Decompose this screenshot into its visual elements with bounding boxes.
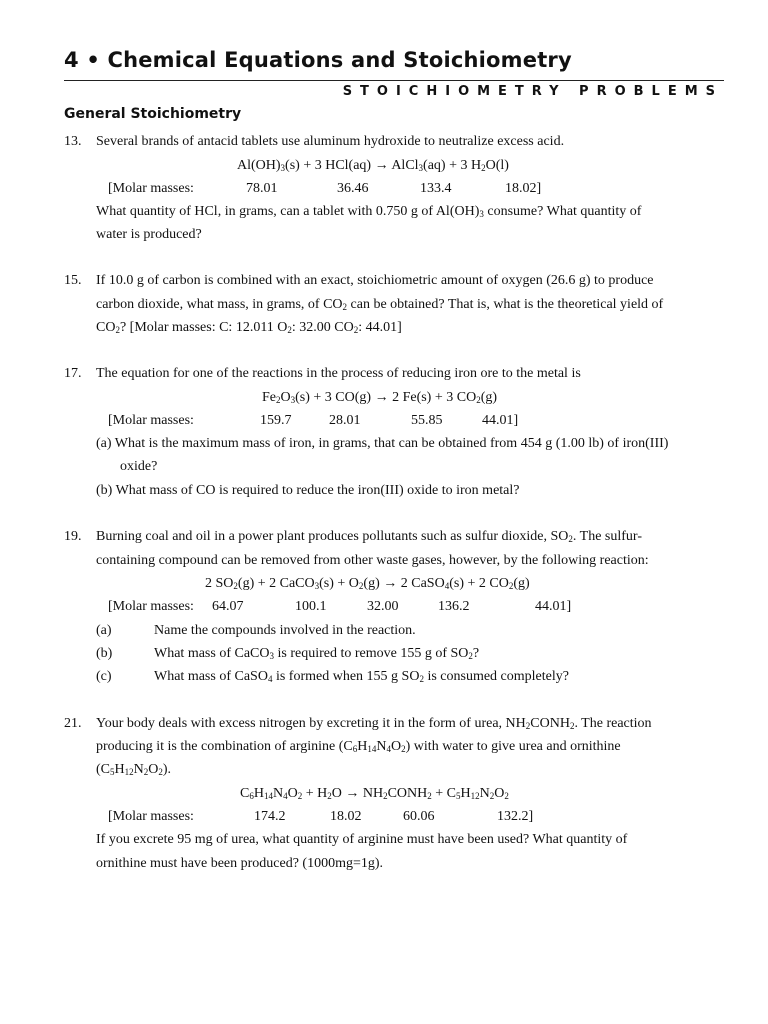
problem-question: ornithine must have been produced? (1000mg=1g). (96, 856, 384, 871)
molar-mass-value: 28.01 (329, 413, 361, 428)
problem-question: If you excrete 95 mg of urea, what quantity of arginine must have been used? What quantity of (96, 832, 628, 847)
part-text: What mass of CaSO$_4$ is formed when 155 g $SO_2$ is consumed completely? (154, 669, 569, 684)
molar-masses-label: [Molar masses: (108, 413, 194, 428)
section-heading: General Stoichiometry (64, 106, 242, 122)
molar-mass-value: 136.2 (438, 599, 470, 614)
part-label: (c) (96, 669, 112, 684)
chemical-equation: $C_6H_{14}N_4O_2 + H_2O$ → $NH_2CONH_2 + C_5H_{12}N_2O_2$ (240, 786, 509, 801)
molar-mass-value: 132.2] (497, 809, 534, 824)
problem-text: Burning coal and oil in a power plant produces pollutants such as sulfur dioxide, $SO_2$. The sulfur- (96, 529, 642, 544)
problem-text: $(C_5H_{12}N_2O_2)$. (96, 762, 172, 777)
molar-mass-value: 60.06 (403, 809, 435, 824)
molar-mass-value: 159.7 (260, 413, 292, 428)
part-text: What mass of CaCO$_3$ is required to remove 155 g of $SO_2$? (154, 646, 480, 661)
problem-part: (b) What mass of CO is required to reduce the iron(III) oxide to iron metal? (96, 483, 520, 498)
problem-number: 15. (64, 273, 82, 288)
section-kicker: STOICHIOMETRY PROBLEMS (342, 84, 723, 99)
problem-text: producing it is the combination of arginine $(C_6H_{14}N_4O_2)$ with water to give urea and ornithine (96, 739, 621, 754)
molar-mass-value: 78.01 (246, 181, 278, 196)
problem-text: If 10.0 g of carbon is combined with an exact, stoichiometric amount of oxygen (26.6 g) to produce (96, 273, 654, 288)
problem-text: Several brands of antacid tablets use aluminum hydroxide to neutralize excess acid. (96, 134, 565, 149)
chemical-equation: 2 $SO_2(g) + 2$ CaCO$_3$(s) + $O_2(g) \to 2$ CaSO$_4$(s) + 2 $CO_2(g)$ (205, 576, 530, 591)
molar-masses-label: [Molar masses: (108, 181, 194, 196)
part-label: (a) (96, 623, 112, 638)
problem-text: The equation for one of the reactions in the process of reducing iron ore to the metal is (96, 366, 581, 381)
molar-mass-value: 32.00 (367, 599, 399, 614)
molar-mass-value: 174.2 (254, 809, 286, 824)
chemical-equation: $Fe_2O_3(s) + 3$ CO(g) → 2 Fe(s) + 3 $CO_2(g)$ (262, 390, 498, 405)
molar-mass-value: 36.46 (337, 181, 369, 196)
problem-text: containing compound can be removed from other waste gases, however, by the following reaction: (96, 553, 649, 568)
molar-mass-value: 133.4 (420, 181, 452, 196)
problem-part: (a) What is the maximum mass of iron, in grams, that can be obtained from 454 g (1.00 lb) of iron(III) (96, 436, 669, 451)
molar-mass-value: 44.01] (482, 413, 519, 428)
molar-mass-value: 18.02 (330, 809, 362, 824)
molar-mass-value: 55.85 (411, 413, 443, 428)
molar-masses-label: [Molar masses: (108, 599, 194, 614)
problem-number: 19. (64, 529, 82, 544)
molar-mass-value: 44.01] (535, 599, 572, 614)
chapter-title: 4 • Chemical Equations and Stoichiometry (64, 48, 572, 72)
problem-text: Your body deals with excess nitrogen by excreting it in the form of urea, $NH_2CONH_2$. The reaction (96, 716, 652, 731)
molar-masses-label: [Molar masses: (108, 809, 194, 824)
problem-number: 21. (64, 716, 82, 731)
chemical-equation: $Al(OH)_3(s) + 3$ HCl(aq) → AlCl$_3$(aq) + 3 $H_2O(l)$ (237, 158, 509, 173)
problem-number: 17. (64, 366, 82, 381)
problem-number: 13. (64, 134, 82, 149)
problem-part: oxide? (120, 459, 158, 474)
problem-text: carbon dioxide, what mass, in grams, of $CO_2$ can be obtained? That is, what is the theoretical yield of (96, 297, 664, 312)
problem-question: What quantity of HCl, in grams, can a tablet with 0.750 g of $Al(OH)_3$ consume? What quantity of (96, 204, 642, 219)
problem-text: $CO_2$? [Molar masses: C: 12.011 $O_2$: 32.00 $CO_2$: 44.01] (96, 320, 402, 335)
part-label: (b) (96, 646, 113, 661)
molar-mass-value: 64.07 (212, 599, 244, 614)
molar-mass-value: 100.1 (295, 599, 327, 614)
header-rule (64, 80, 724, 81)
problem-question: water is produced? (96, 227, 202, 242)
part-text: Name the compounds involved in the reaction. (154, 623, 416, 638)
molar-mass-value: 18.02] (505, 181, 542, 196)
